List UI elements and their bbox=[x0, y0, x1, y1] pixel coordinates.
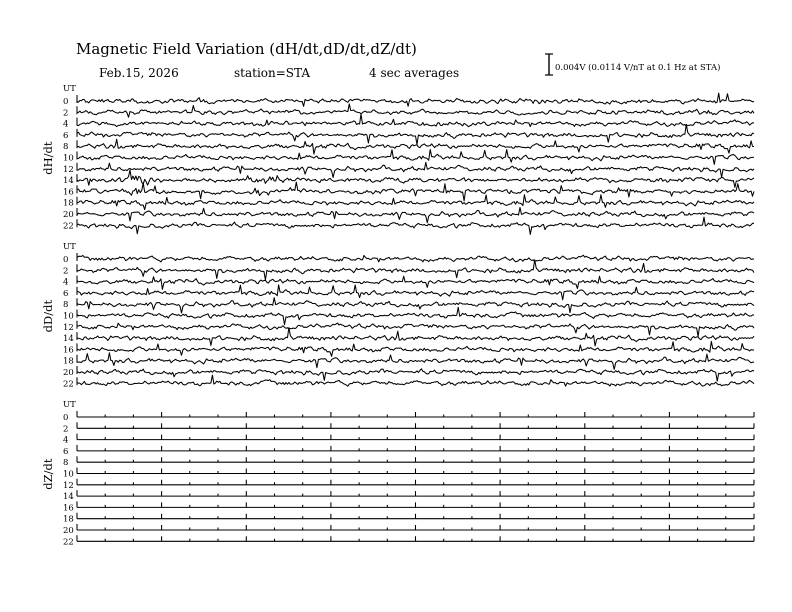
trace-line bbox=[77, 490, 754, 496]
trace-line bbox=[77, 307, 754, 324]
trace-row-14 bbox=[63, 170, 754, 187]
trace-row-6 bbox=[63, 285, 754, 300]
trace-row-4 bbox=[63, 434, 754, 446]
trace-line bbox=[77, 162, 754, 177]
trace-line bbox=[77, 341, 754, 356]
trace-row-20 bbox=[63, 208, 754, 223]
row-label: 22 bbox=[63, 537, 74, 548]
row-label: 16 bbox=[63, 503, 74, 514]
figure-header bbox=[76, 40, 720, 80]
row-label: 8 bbox=[63, 142, 69, 153]
row-label: 0 bbox=[63, 413, 69, 423]
row-label: 2 bbox=[63, 108, 69, 119]
trace-row-2 bbox=[63, 260, 754, 280]
trace-line bbox=[77, 253, 754, 262]
trace-row-0 bbox=[63, 93, 754, 107]
trace-row-18 bbox=[63, 353, 754, 370]
panel-1 bbox=[41, 242, 754, 389]
trace-line bbox=[77, 375, 754, 386]
row-label: 0 bbox=[63, 97, 69, 107]
trace-line bbox=[77, 298, 754, 313]
row-label: 20 bbox=[63, 526, 74, 536]
trace-line bbox=[77, 217, 754, 234]
ut-axis-label: UT bbox=[63, 84, 76, 94]
row-label: 2 bbox=[63, 424, 69, 435]
trace-line bbox=[77, 411, 754, 417]
trace-line bbox=[77, 195, 754, 210]
row-label: 22 bbox=[63, 221, 74, 232]
ut-axis-label: UT bbox=[63, 400, 76, 410]
trace-line bbox=[77, 285, 754, 300]
trace-row-4 bbox=[63, 276, 754, 290]
trace-line bbox=[77, 150, 754, 165]
row-label: 8 bbox=[63, 458, 69, 469]
trace-line bbox=[77, 468, 754, 474]
trace-line bbox=[77, 104, 754, 117]
trace-row-22 bbox=[63, 217, 754, 234]
trace-line bbox=[77, 321, 754, 337]
row-label: 16 bbox=[63, 187, 74, 198]
trace-row-4 bbox=[63, 114, 754, 130]
trace-row-2 bbox=[63, 422, 754, 434]
row-label: 16 bbox=[63, 345, 74, 356]
trace-line bbox=[77, 434, 754, 440]
row-label: 6 bbox=[63, 446, 69, 457]
trace-row-22 bbox=[63, 375, 754, 389]
trace-line bbox=[77, 182, 754, 201]
panel-ylabel: dZ/dt bbox=[41, 458, 55, 490]
row-label: 4 bbox=[63, 277, 69, 288]
trace-row-20 bbox=[63, 366, 754, 381]
trace-line bbox=[77, 479, 754, 485]
row-label: 12 bbox=[63, 164, 74, 175]
row-label: 14 bbox=[63, 334, 74, 345]
row-label: 0 bbox=[63, 255, 69, 265]
row-label: 14 bbox=[63, 176, 74, 187]
trace-row-8 bbox=[63, 139, 754, 154]
row-label: 10 bbox=[63, 311, 74, 322]
trace-row-18 bbox=[63, 513, 754, 525]
row-label: 22 bbox=[63, 379, 74, 390]
figure-title: Magnetic Field Variation (dH/dt,dD/dt,dZ/dt) bbox=[76, 40, 417, 58]
averaging-label: 4 sec averages bbox=[369, 66, 460, 80]
trace-row-10 bbox=[63, 307, 754, 324]
trace-row-10 bbox=[63, 468, 754, 480]
panel-ylabel: dD/dt bbox=[41, 299, 55, 333]
trace-line bbox=[77, 93, 754, 106]
row-label: 10 bbox=[63, 153, 74, 164]
row-label: 4 bbox=[63, 119, 69, 130]
trace-row-10 bbox=[63, 150, 754, 165]
trace-line bbox=[77, 513, 754, 519]
ut-axis-label: UT bbox=[63, 242, 76, 252]
panels-group bbox=[41, 84, 754, 547]
scale-bar bbox=[545, 54, 553, 75]
row-label: 4 bbox=[63, 435, 69, 446]
row-label: 20 bbox=[63, 368, 74, 378]
trace-row-16 bbox=[63, 501, 754, 513]
trace-line bbox=[77, 124, 754, 144]
trace-row-0 bbox=[63, 411, 754, 423]
trace-row-6 bbox=[63, 445, 754, 457]
panel-2 bbox=[41, 400, 754, 547]
trace-line bbox=[77, 276, 754, 290]
row-label: 10 bbox=[63, 469, 74, 480]
row-label: 6 bbox=[63, 288, 69, 299]
panel-ylabel: dH/dt bbox=[41, 141, 55, 175]
trace-row-14 bbox=[63, 490, 754, 502]
trace-line bbox=[77, 114, 754, 127]
row-label: 20 bbox=[63, 210, 74, 220]
row-label: 18 bbox=[63, 514, 74, 525]
scale-note: 0.004V (0.0114 V/nT at 0.1 Hz at STA) bbox=[555, 63, 721, 73]
trace-line bbox=[77, 260, 754, 280]
trace-row-16 bbox=[63, 341, 754, 356]
trace-line bbox=[77, 422, 754, 428]
row-label: 6 bbox=[63, 130, 69, 141]
row-label: 2 bbox=[63, 266, 69, 277]
trace-line bbox=[77, 366, 754, 381]
row-label: 18 bbox=[63, 198, 74, 209]
station-label: station=STA bbox=[234, 66, 311, 80]
row-label: 12 bbox=[63, 480, 74, 491]
trace-line bbox=[77, 501, 754, 507]
trace-row-12 bbox=[63, 162, 754, 177]
trace-row-0 bbox=[63, 253, 754, 265]
trace-row-6 bbox=[63, 124, 754, 144]
trace-line bbox=[77, 524, 754, 530]
trace-line bbox=[77, 353, 754, 370]
row-label: 12 bbox=[63, 322, 74, 333]
trace-row-20 bbox=[63, 524, 754, 536]
trace-row-22 bbox=[63, 535, 754, 547]
trace-line bbox=[77, 456, 754, 462]
trace-row-8 bbox=[63, 456, 754, 468]
row-label: 18 bbox=[63, 356, 74, 367]
trace-line bbox=[77, 445, 754, 451]
row-label: 14 bbox=[63, 492, 74, 503]
row-label: 8 bbox=[63, 300, 69, 311]
panel-0 bbox=[41, 84, 754, 234]
trace-line bbox=[77, 170, 754, 187]
trace-row-8 bbox=[63, 298, 754, 313]
trace-line bbox=[77, 139, 754, 154]
trace-row-12 bbox=[63, 321, 754, 337]
trace-row-18 bbox=[63, 195, 754, 210]
date-label: Feb.15, 2026 bbox=[99, 66, 179, 80]
trace-line bbox=[77, 535, 754, 541]
trace-line bbox=[77, 328, 754, 346]
trace-line bbox=[77, 208, 754, 223]
trace-row-12 bbox=[63, 479, 754, 491]
